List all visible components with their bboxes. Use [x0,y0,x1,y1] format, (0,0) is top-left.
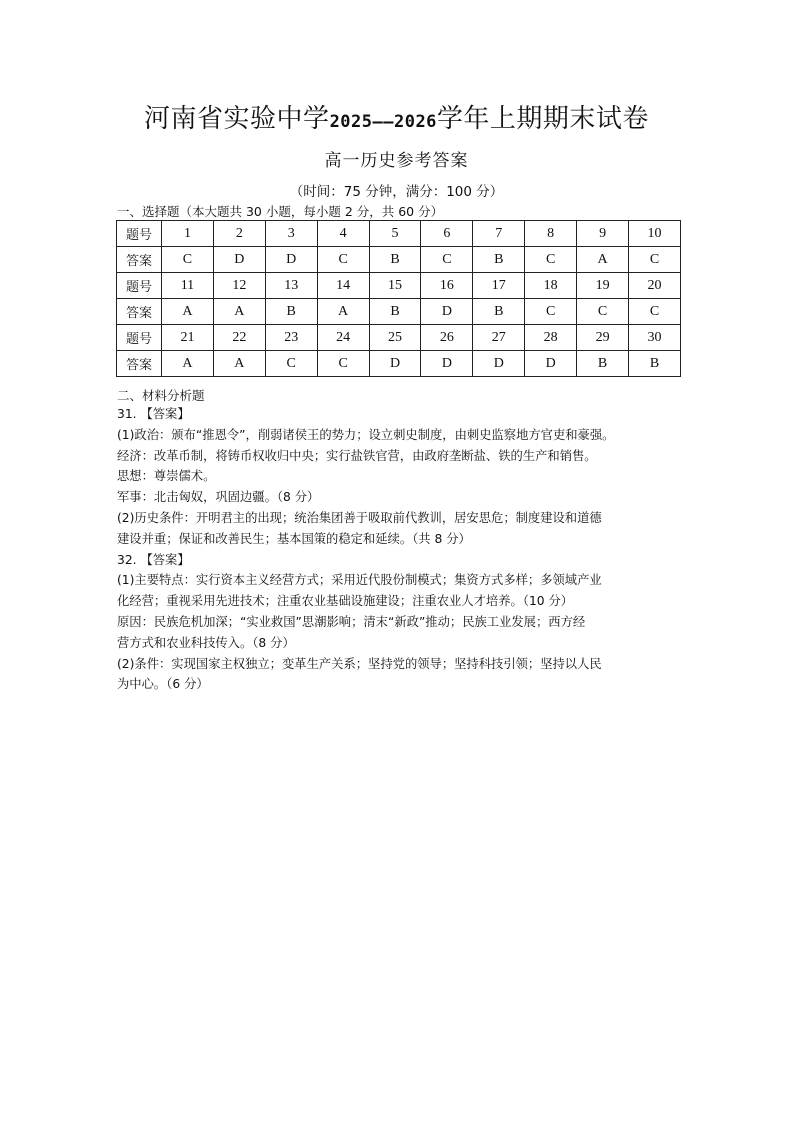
answer-text-line: 32. 【答案】 [117,552,190,567]
page-subtitle: 高一历史参考答案 [324,151,469,171]
question-number-cell: 26 [421,325,473,351]
question-number-cell: 29 [577,325,629,351]
question-number-cell: 27 [473,325,525,351]
question-number-cell: 11 [162,273,214,299]
answer-cell: D [421,299,473,325]
answer-text-line: 原因：民族危机加深；“实业救国”思潮影响；清末“新政”推动；民族工业发展；西方经 [117,614,586,629]
answer-cell: B [369,247,421,273]
row-label-question: 题号 [117,221,162,247]
question-number-cell: 4 [317,221,369,247]
answer-cell: C [265,351,317,377]
answer-cell: C [162,247,214,273]
question-number-cell: 22 [213,325,265,351]
question-number-cell: 14 [317,273,369,299]
question-number-cell: 17 [473,273,525,299]
answer-cell: C [317,351,369,377]
answer-text-line: 营方式和农业科技传入。（8 分） [117,635,295,650]
answer-cell: A [213,299,265,325]
answer-cell: B [473,299,525,325]
answer-text-line: 31. 【答案】 [117,407,190,421]
row-label-answer: 答案 [117,351,162,377]
answer-cell: A [162,299,214,325]
question-number-cell: 5 [369,221,421,247]
answer-cell: D [525,351,577,377]
answer-row [117,351,681,377]
answer-cell: D [213,247,265,273]
answer-cell: A [162,351,214,377]
question-number-cell: 19 [577,273,629,299]
answer-text-line: (2)历史条件：开明君主的出现；统治集团善于吸取前代教训，居安思危；制度建设和道德 [117,510,602,525]
question-number-cell: 24 [317,325,369,351]
answer-table [116,220,681,377]
answer-text-line: 军事：北击匈奴，巩固边疆。（8 分） [117,490,320,505]
question-number-cell: 20 [629,273,681,299]
answer-cell: D [473,351,525,377]
answer-row [117,299,681,325]
question-number-cell: 3 [265,221,317,247]
section-1-heading: 一、选择题（本大题共 30 小题，每小题 2 分，共 60 分） [117,204,444,219]
title-school: 河南省实验中学 [144,104,330,134]
title-year: 2025——2026 [329,112,437,132]
answer-cell: A [317,299,369,325]
answer-cell: B [473,247,525,273]
question-number-cell: 7 [473,221,525,247]
question-number-cell: 15 [369,273,421,299]
answer-cell: A [577,247,629,273]
answer-cell: A [213,351,265,377]
question-number-cell: 10 [629,221,681,247]
answer-text-line: 为中心。（6 分） [117,677,209,692]
question-number-cell: 23 [265,325,317,351]
answer-cell: D [265,247,317,273]
question-number-cell: 9 [577,221,629,247]
answer-cell: D [421,351,473,377]
answer-cell: C [629,247,681,273]
row-label-question: 题号 [117,325,162,351]
question-number-row [117,273,681,299]
answer-text-line: 思想：尊崇儒术。 [117,469,216,484]
time-info: （时间：75 分钟，满分：100 分） [289,184,504,200]
question-number-cell: 2 [213,221,265,247]
question-number-row [117,221,681,247]
answer-cell: B [369,299,421,325]
answer-text-line: 建设并重；保证和改善民生；基本国策的稳定和延续。（共 8 分） [117,531,471,546]
question-number-cell: 6 [421,221,473,247]
answer-cell: B [265,299,317,325]
answer-cell: C [525,299,577,325]
question-number-cell: 28 [525,325,577,351]
answer-text-line: (1)主要特点：实行资本主义经营方式；采用近代股份制模式；集资方式多样；多领域产业 [117,573,602,588]
answer-text-line: 经济：改革币制，将铸币权收归中央；实行盐铁官营，由政府垄断盐、铁的生产和销售。 [117,448,597,463]
row-label-answer: 答案 [117,299,162,325]
question-number-cell: 16 [421,273,473,299]
answer-text-line: (1)政治：颁布“推恩令”，削弱诸侯王的势力；设立刺史制度，由刺史监察地方官吏和豪强。 [117,427,615,442]
row-label-question: 题号 [117,273,162,299]
row-label-answer: 答案 [117,247,162,273]
title-term: 学年上期期末试卷 [436,104,649,134]
exam-title [0,98,793,135]
question-number-cell: 12 [213,273,265,299]
answer-cell: C [317,247,369,273]
question-number-cell: 1 [162,221,214,247]
section-2-heading: 二、材料分析题 [117,388,205,403]
question-number-cell: 8 [525,221,577,247]
answer-cell: C [629,299,681,325]
question-number-cell: 21 [162,325,214,351]
answer-cell: B [577,351,629,377]
question-number-cell: 18 [525,273,577,299]
answer-text-line: (2)条件：实现国家主权独立；变革生产关系；坚持党的领导；坚持科技引领；坚持以人民 [117,656,602,671]
question-number-cell: 25 [369,325,421,351]
answer-cell: B [629,351,681,377]
answer-cell: C [577,299,629,325]
answer-cell: D [369,351,421,377]
answer-cell: C [421,247,473,273]
question-number-row [117,325,681,351]
answer-body [117,404,687,695]
answer-cell: C [525,247,577,273]
answer-row [117,247,681,273]
question-number-cell: 30 [629,325,681,351]
answer-text-line: 化经营；重视采用先进技术；注重农业基础设施建设；注重农业人才培养。（10 分） [117,594,574,609]
question-number-cell: 13 [265,273,317,299]
